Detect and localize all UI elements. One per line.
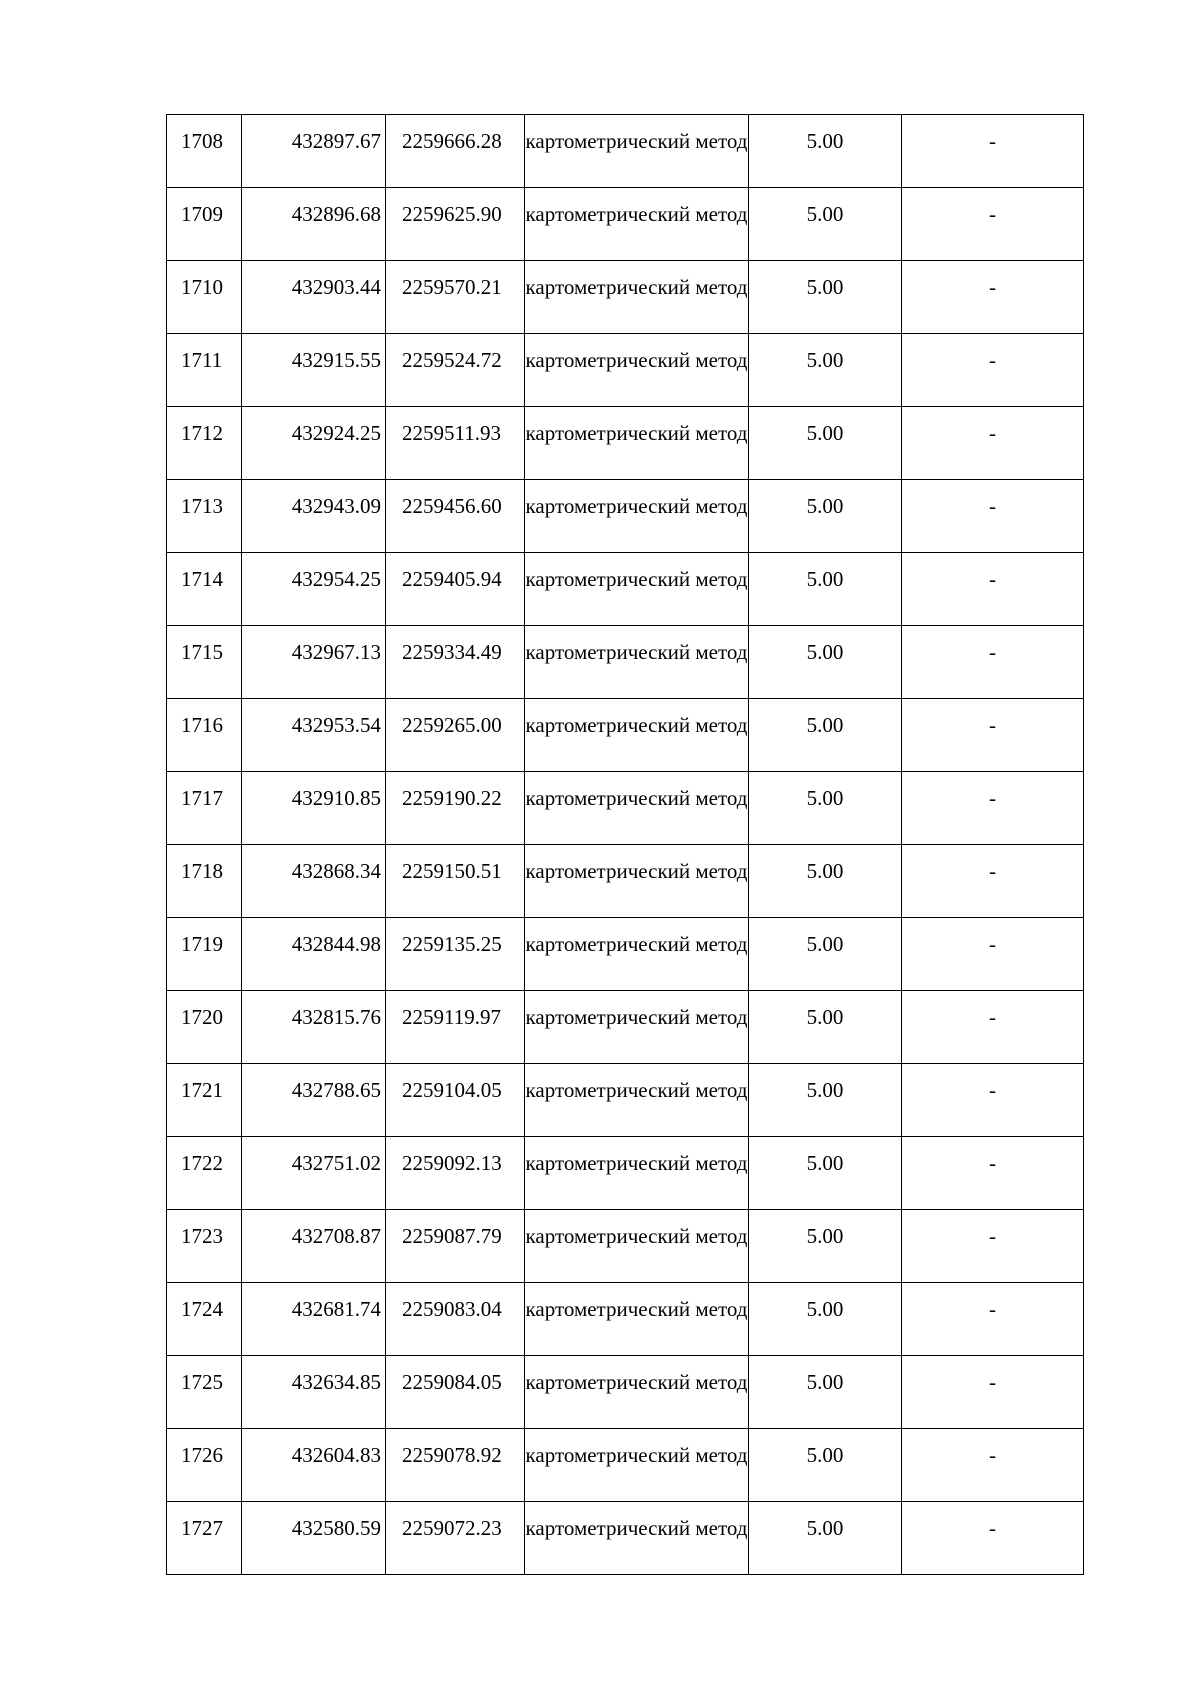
- x-coordinate-cell: 432943.09: [242, 480, 386, 553]
- accuracy-cell: 5.00: [749, 480, 902, 553]
- accuracy-cell: 5.00: [749, 845, 902, 918]
- table-row: [167, 407, 1084, 480]
- accuracy-cell: 5.00: [749, 188, 902, 261]
- method-cell: картометрический метод: [525, 1137, 749, 1210]
- x-coordinate-cell: 432915.55: [242, 334, 386, 407]
- y-coordinate-cell: 2259083.04: [386, 1283, 525, 1356]
- accuracy-cell: 5.00: [749, 553, 902, 626]
- point-number-cell: 1718: [167, 845, 242, 918]
- point-number-cell: 1712: [167, 407, 242, 480]
- description-cell: -: [902, 334, 1084, 407]
- method-cell: картометрический метод: [525, 772, 749, 845]
- x-coordinate-cell: 432634.85: [242, 1356, 386, 1429]
- accuracy-cell: 5.00: [749, 699, 902, 772]
- description-cell: -: [902, 1210, 1084, 1283]
- table-row: [167, 334, 1084, 407]
- y-coordinate-cell: 2259524.72: [386, 334, 525, 407]
- table-row: [167, 1502, 1084, 1575]
- description-cell: -: [902, 699, 1084, 772]
- table-row: [167, 991, 1084, 1064]
- accuracy-cell: 5.00: [749, 1283, 902, 1356]
- description-cell: -: [902, 261, 1084, 334]
- table-row: [167, 1356, 1084, 1429]
- point-number-cell: 1726: [167, 1429, 242, 1502]
- table-row: [167, 626, 1084, 699]
- description-cell: -: [902, 188, 1084, 261]
- y-coordinate-cell: 2259265.00: [386, 699, 525, 772]
- x-coordinate-cell: 432708.87: [242, 1210, 386, 1283]
- point-number-cell: 1717: [167, 772, 242, 845]
- table-row: [167, 845, 1084, 918]
- method-cell: картометрический метод: [525, 553, 749, 626]
- method-cell: картометрический метод: [525, 1064, 749, 1137]
- method-cell: картометрический метод: [525, 1283, 749, 1356]
- point-number-cell: 1724: [167, 1283, 242, 1356]
- table-row: [167, 1283, 1084, 1356]
- y-coordinate-cell: 2259104.05: [386, 1064, 525, 1137]
- description-cell: -: [902, 1064, 1084, 1137]
- method-cell: картометрический метод: [525, 1356, 749, 1429]
- description-cell: -: [902, 480, 1084, 553]
- y-coordinate-cell: 2259119.97: [386, 991, 525, 1064]
- x-coordinate-cell: 432954.25: [242, 553, 386, 626]
- accuracy-cell: 5.00: [749, 1502, 902, 1575]
- point-number-cell: 1709: [167, 188, 242, 261]
- accuracy-cell: 5.00: [749, 772, 902, 845]
- method-cell: картометрический метод: [525, 918, 749, 991]
- y-coordinate-cell: 2259625.90: [386, 188, 525, 261]
- table-row: [167, 1210, 1084, 1283]
- point-number-cell: 1710: [167, 261, 242, 334]
- accuracy-cell: 5.00: [749, 1210, 902, 1283]
- accuracy-cell: 5.00: [749, 626, 902, 699]
- table-row: [167, 1137, 1084, 1210]
- description-cell: -: [902, 1429, 1084, 1502]
- point-number-cell: 1716: [167, 699, 242, 772]
- point-number-cell: 1727: [167, 1502, 242, 1575]
- description-cell: -: [902, 845, 1084, 918]
- method-cell: картометрический метод: [525, 261, 749, 334]
- accuracy-cell: 5.00: [749, 1429, 902, 1502]
- point-number-cell: 1708: [167, 115, 242, 188]
- point-number-cell: 1720: [167, 991, 242, 1064]
- y-coordinate-cell: 2259078.92: [386, 1429, 525, 1502]
- method-cell: картометрический метод: [525, 334, 749, 407]
- x-coordinate-cell: 432897.67: [242, 115, 386, 188]
- point-number-cell: 1723: [167, 1210, 242, 1283]
- method-cell: картометрический метод: [525, 626, 749, 699]
- point-number-cell: 1722: [167, 1137, 242, 1210]
- y-coordinate-cell: 2259456.60: [386, 480, 525, 553]
- x-coordinate-cell: 432580.59: [242, 1502, 386, 1575]
- y-coordinate-cell: 2259511.93: [386, 407, 525, 480]
- description-cell: -: [902, 772, 1084, 845]
- y-coordinate-cell: 2259072.23: [386, 1502, 525, 1575]
- x-coordinate-cell: 432924.25: [242, 407, 386, 480]
- table-row: [167, 553, 1084, 626]
- method-cell: картометрический метод: [525, 991, 749, 1064]
- point-number-cell: 1715: [167, 626, 242, 699]
- description-cell: -: [902, 1283, 1084, 1356]
- description-cell: -: [902, 626, 1084, 699]
- y-coordinate-cell: 2259084.05: [386, 1356, 525, 1429]
- y-coordinate-cell: 2259150.51: [386, 845, 525, 918]
- x-coordinate-cell: 432903.44: [242, 261, 386, 334]
- x-coordinate-cell: 432604.83: [242, 1429, 386, 1502]
- x-coordinate-cell: 432844.98: [242, 918, 386, 991]
- accuracy-cell: 5.00: [749, 1356, 902, 1429]
- coordinates-table-body: [167, 115, 1084, 1575]
- y-coordinate-cell: 2259334.49: [386, 626, 525, 699]
- point-number-cell: 1714: [167, 553, 242, 626]
- accuracy-cell: 5.00: [749, 991, 902, 1064]
- x-coordinate-cell: 432967.13: [242, 626, 386, 699]
- table-row: [167, 261, 1084, 334]
- table-row: [167, 772, 1084, 845]
- accuracy-cell: 5.00: [749, 115, 902, 188]
- description-cell: -: [902, 407, 1084, 480]
- description-cell: -: [902, 918, 1084, 991]
- coordinates-table: [166, 114, 1084, 1575]
- x-coordinate-cell: 432953.54: [242, 699, 386, 772]
- x-coordinate-cell: 432910.85: [242, 772, 386, 845]
- accuracy-cell: 5.00: [749, 407, 902, 480]
- table-row: [167, 699, 1084, 772]
- description-cell: -: [902, 1502, 1084, 1575]
- y-coordinate-cell: 2259087.79: [386, 1210, 525, 1283]
- y-coordinate-cell: 2259092.13: [386, 1137, 525, 1210]
- description-cell: -: [902, 115, 1084, 188]
- table-row: [167, 115, 1084, 188]
- point-number-cell: 1721: [167, 1064, 242, 1137]
- point-number-cell: 1725: [167, 1356, 242, 1429]
- method-cell: картометрический метод: [525, 480, 749, 553]
- method-cell: картометрический метод: [525, 407, 749, 480]
- method-cell: картометрический метод: [525, 1429, 749, 1502]
- y-coordinate-cell: 2259405.94: [386, 553, 525, 626]
- point-number-cell: 1711: [167, 334, 242, 407]
- y-coordinate-cell: 2259666.28: [386, 115, 525, 188]
- accuracy-cell: 5.00: [749, 1137, 902, 1210]
- table-row: [167, 480, 1084, 553]
- x-coordinate-cell: 432868.34: [242, 845, 386, 918]
- description-cell: -: [902, 991, 1084, 1064]
- x-coordinate-cell: 432751.02: [242, 1137, 386, 1210]
- method-cell: картометрический метод: [525, 188, 749, 261]
- accuracy-cell: 5.00: [749, 918, 902, 991]
- point-number-cell: 1719: [167, 918, 242, 991]
- x-coordinate-cell: 432815.76: [242, 991, 386, 1064]
- accuracy-cell: 5.00: [749, 1064, 902, 1137]
- method-cell: картометрический метод: [525, 115, 749, 188]
- description-cell: -: [902, 553, 1084, 626]
- x-coordinate-cell: 432788.65: [242, 1064, 386, 1137]
- method-cell: картометрический метод: [525, 699, 749, 772]
- table-row: [167, 918, 1084, 991]
- accuracy-cell: 5.00: [749, 261, 902, 334]
- description-cell: -: [902, 1137, 1084, 1210]
- y-coordinate-cell: 2259135.25: [386, 918, 525, 991]
- table-row: [167, 1429, 1084, 1502]
- method-cell: картометрический метод: [525, 1210, 749, 1283]
- y-coordinate-cell: 2259570.21: [386, 261, 525, 334]
- method-cell: картометрический метод: [525, 1502, 749, 1575]
- description-cell: -: [902, 1356, 1084, 1429]
- table-row: [167, 1064, 1084, 1137]
- x-coordinate-cell: 432896.68: [242, 188, 386, 261]
- y-coordinate-cell: 2259190.22: [386, 772, 525, 845]
- table-row: [167, 188, 1084, 261]
- x-coordinate-cell: 432681.74: [242, 1283, 386, 1356]
- method-cell: картометрический метод: [525, 845, 749, 918]
- point-number-cell: 1713: [167, 480, 242, 553]
- accuracy-cell: 5.00: [749, 334, 902, 407]
